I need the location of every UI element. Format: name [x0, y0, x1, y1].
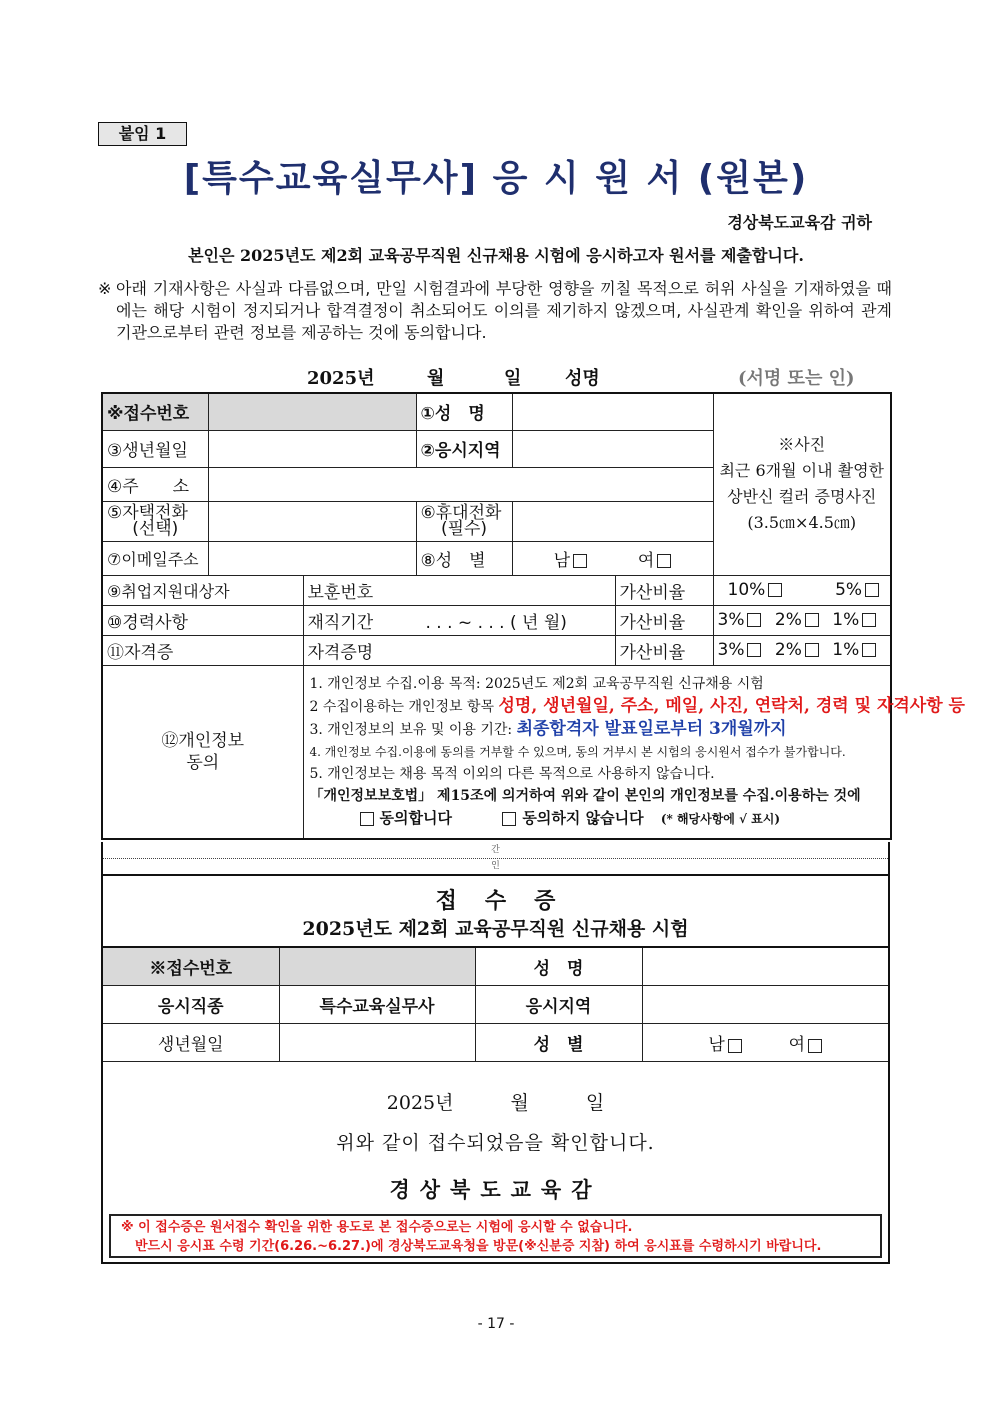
email-input[interactable] [208, 541, 416, 575]
region-label: ②응시지역 [416, 430, 512, 467]
receipt-gender-options: 남 여 [642, 1024, 888, 1062]
gender-label: ⑧성 별 [416, 541, 512, 575]
birth-label: ③생년월일 [102, 430, 208, 467]
notice-paragraph [98, 278, 892, 344]
receipt-no-label: ※접수번호 [103, 947, 279, 986]
sign-month: 월 [427, 368, 445, 389]
license-bonus-label: 가산비율 [615, 635, 713, 665]
cut-mark-1: 간 [491, 845, 500, 855]
notice-text: 아래 기재사항은 사실과 다름없으며, 만일 시험결과에 부당한 영향을 끼칠 목적으로 허위 사실을 기재하였을 때에는 해당 시험이 정지되거나 합격결정이 취소되어도 이의를 제기하지 않겠으며, 사실관계 확인을 위하여 관계 기관으로부터 관련 정보를 제공하는 것에 동의합니다. [116, 279, 892, 342]
photo-spec-1: 최근 6개월 이내 촬영한 [719, 461, 885, 481]
receipt-job-label: 응시직종 [103, 986, 279, 1024]
name-label: ①성 명 [416, 393, 512, 430]
receipt-job-value: 특수교육실무사 [279, 986, 475, 1024]
consent-label: ⑫개인정보 동의 [102, 665, 303, 839]
bonus-5-checkbox[interactable] [865, 583, 879, 597]
license-2-checkbox[interactable] [805, 643, 819, 657]
career-3-checkbox[interactable] [747, 613, 761, 627]
signature-row [100, 364, 892, 390]
consent-line-3: 3. 개인정보의 보유 및 이용 기간: 최종합격자 발표일로부터 3개월까지 [309, 719, 787, 740]
photo-label: ※사진 [778, 435, 826, 455]
address-label: ④주 소 [102, 467, 208, 501]
receipt-gender-label: 성 별 [475, 1024, 642, 1062]
sign-name-label: 성명 [565, 368, 600, 389]
consent-line-4: 4. 개인정보 수집.이용에 동의를 거부할 수 있으며, 동의 거부시 본 시험의 응시원서 접수가 불가합니다. [309, 745, 846, 760]
receipt-table [103, 946, 888, 1062]
sign-day: 일 [504, 368, 522, 389]
receipt-warning: ※ 이 접수증은 원서접수 확인을 위한 용도로 본 접수증으로는 시험에 응시할 수 없습니다. 반드시 응시표 수령 기간(6.26.~6.27.)에 경상북도교육청을 방문(※신분증 지참) 하여 응시표를 수령하시기 바랍니다. [109, 1214, 882, 1258]
receipt-region-label: 응시지역 [475, 986, 642, 1024]
receipt-date: 2025년 월 일 [386, 1092, 605, 1114]
receipt-birth-label: 생년월일 [103, 1024, 279, 1062]
career-bonus-options: 3% 2% 1% [713, 605, 891, 635]
consent-line-6: 「개인정보보호법」 제15조에 의거하여 위와 같이 본인의 개인정보를 수집.이용하는 것에 [309, 788, 861, 805]
receipt-female-checkbox[interactable] [808, 1039, 822, 1053]
email-label: ⑦이메일주소 [102, 541, 208, 575]
name-input[interactable] [512, 393, 713, 430]
mobile-label: ⑥휴대전화 (필수) [416, 501, 512, 541]
career-2-checkbox[interactable] [805, 613, 819, 627]
career-period-cell[interactable]: 재직기간 . . . ~ . . . ( 년 월) [303, 605, 615, 635]
form-title: [특수교육실무사] 응 시 원 서 (원본) [183, 158, 809, 199]
male-checkbox[interactable] [573, 554, 587, 568]
career-1-checkbox[interactable] [862, 613, 876, 627]
submission-statement: 본인은 2025년도 제2회 교육공무직원 신규채용 시험에 응시하고자 원서를 제출합니다. [188, 246, 804, 265]
consent-choice-row: 동의합니다 동의하지 않습니다 (* 해당사항에 √ 표시) [310, 807, 885, 830]
gender-options: 남 여 [512, 541, 713, 575]
consent-content [303, 665, 965, 839]
license-bonus-options: 3% 2% 1% [713, 635, 891, 665]
attachment-badge: 붙임 1 [98, 122, 187, 146]
receipt-birth-input[interactable] [279, 1024, 475, 1062]
career-label: ⑩경력사항 [102, 605, 303, 635]
notice-mark: ※ [98, 279, 112, 298]
license-1-checkbox[interactable] [862, 643, 876, 657]
career-bonus-label: 가산비율 [615, 605, 713, 635]
receipt-confirmation: 위와 같이 접수되었음을 확인합니다. [336, 1132, 655, 1154]
consent-line-5: 5. 개인정보는 채용 목적 이외의 다른 목적으로 사용하지 않습니다. [309, 766, 715, 783]
female-checkbox[interactable] [657, 554, 671, 568]
license-label: ⑪자격증 [102, 635, 303, 665]
receipt-subtitle: 2025년도 제2회 교육공무직원 신규채용 시험 [302, 918, 689, 940]
receipt-name-label: 성 명 [475, 947, 642, 986]
support-bonus-label: 가산비율 [615, 575, 713, 605]
receipt-male-checkbox[interactable] [728, 1039, 742, 1053]
bonus-10-checkbox[interactable] [768, 583, 782, 597]
support-bonus-options: 10% 5% [713, 575, 891, 605]
agree-checkbox[interactable] [360, 812, 374, 826]
receipt-no-label: ※접수번호 [102, 393, 208, 430]
consent-line-2: 2 수집이용하는 개인정보 항목 성명, 생년월일, 주소, 메일, 사진, 연락처, 경력 및 자격사항 등 [309, 696, 965, 717]
cut-line [101, 842, 890, 874]
sign-hint: (서명 또는 인) [738, 368, 855, 389]
photo-spec-2: 상반신 컬러 증명사진 [727, 487, 877, 507]
veteran-no-cell[interactable]: 보훈번호 [303, 575, 615, 605]
home-phone-input[interactable] [208, 501, 416, 541]
license-3-checkbox[interactable] [747, 643, 761, 657]
page-number: - 17 - [477, 1316, 515, 1332]
receipt-name-input[interactable] [642, 947, 888, 986]
photo-box[interactable] [713, 393, 891, 575]
support-label: ⑨취업지원대상자 [102, 575, 303, 605]
region-input[interactable] [512, 430, 713, 467]
cut-mark-2: 인 [491, 861, 500, 871]
receipt-section [101, 874, 890, 1264]
receipt-title: 접수증 [435, 888, 584, 914]
birth-input[interactable] [208, 430, 416, 467]
photo-size: (3.5㎝×4.5㎝) [747, 513, 857, 533]
receipt-no-value [279, 947, 475, 986]
consent-line-1: 1. 개인정보 수집.이용 목적: 2025년도 제2회 교육공무직원 신규채용 시험 [309, 676, 764, 693]
application-table [101, 392, 965, 840]
license-cert-cell[interactable]: 자격증명 [303, 635, 615, 665]
receipt-region-input[interactable] [642, 986, 888, 1024]
receipt-no-value [208, 393, 416, 430]
sign-year: 2025년 [307, 368, 375, 389]
disagree-checkbox[interactable] [502, 812, 516, 826]
address-input[interactable] [208, 467, 713, 501]
addressee: 경상북도교육감 귀하 [727, 213, 872, 232]
receipt-issuer: 경상북도교육감 [389, 1177, 602, 1202]
mobile-input[interactable] [512, 501, 713, 541]
home-phone-label: ⑤자택전화 (선택) [102, 501, 208, 541]
